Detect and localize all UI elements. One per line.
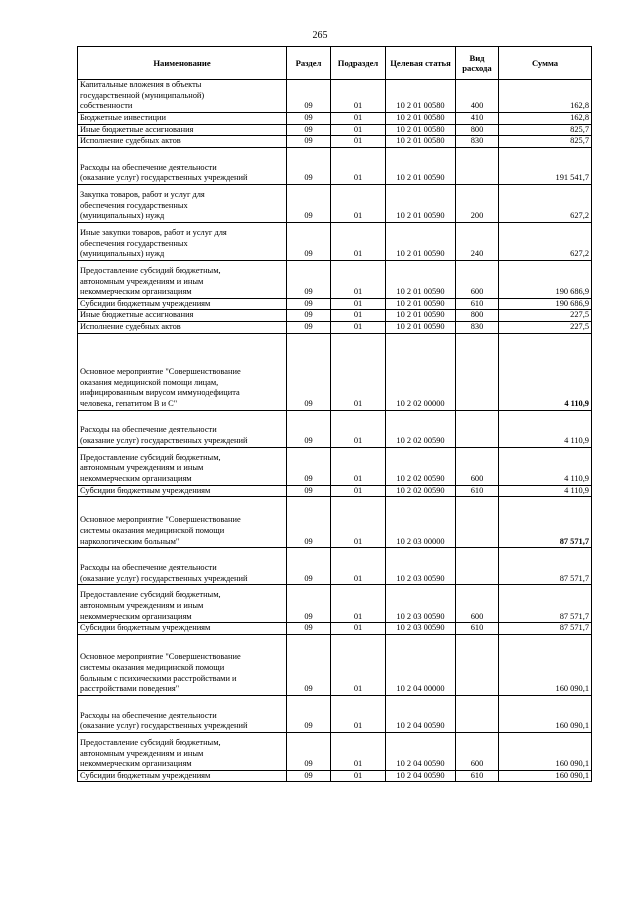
row-section: 09 bbox=[287, 184, 331, 222]
row-type: 600 bbox=[456, 260, 499, 298]
row-section: 09 bbox=[287, 136, 331, 148]
row-type: 800 bbox=[456, 310, 499, 322]
row-target: 10 2 02 00000 bbox=[386, 333, 456, 410]
row-sum: 87 571,7 bbox=[499, 585, 592, 623]
table-row bbox=[78, 585, 592, 623]
row-subsection: 01 bbox=[331, 497, 386, 548]
header-section: Раздел bbox=[287, 47, 331, 80]
row-sum: 4 110,9 bbox=[499, 485, 592, 497]
row-target: 10 2 01 00590 bbox=[386, 147, 456, 184]
row-sum: 190 686,9 bbox=[499, 260, 592, 298]
row-name: Иные закупки товаров, работ и услуг для обеспечения государственных (муниципальных) нужд bbox=[78, 222, 287, 260]
page-number: 265 bbox=[312, 30, 328, 41]
row-target: 10 2 03 00590 bbox=[386, 585, 456, 623]
row-name: Субсидии бюджетным учреждениям bbox=[78, 770, 287, 782]
row-section: 09 bbox=[287, 585, 331, 623]
row-name: Предоставление субсидий бюджетным, автономным учреждениям и иным некоммерческим организациям bbox=[78, 732, 287, 770]
row-section: 09 bbox=[287, 333, 331, 410]
table-header-row bbox=[78, 47, 592, 80]
row-subsection: 01 bbox=[331, 732, 386, 770]
row-type bbox=[456, 410, 499, 447]
row-type: 830 bbox=[456, 321, 499, 333]
table-row bbox=[78, 695, 592, 732]
table-row bbox=[78, 80, 592, 113]
row-section: 09 bbox=[287, 623, 331, 635]
row-type: 410 bbox=[456, 113, 499, 125]
row-name: Расходы на обеспечение деятельности (оказание услуг) государственных учреждений bbox=[78, 410, 287, 447]
row-target: 10 2 04 00590 bbox=[386, 695, 456, 732]
row-name: Расходы на обеспечение деятельности (оказание услуг) государственных учреждений bbox=[78, 548, 287, 585]
row-name: Расходы на обеспечение деятельности (оказание услуг) государственных учреждений bbox=[78, 147, 287, 184]
row-section: 09 bbox=[287, 548, 331, 585]
row-sum: 627,2 bbox=[499, 222, 592, 260]
row-section: 09 bbox=[287, 80, 331, 113]
row-sum: 87 571,7 bbox=[499, 548, 592, 585]
row-subsection: 01 bbox=[331, 147, 386, 184]
row-name: Предоставление субсидий бюджетным, автономным учреждениям и иным некоммерческим организациям bbox=[78, 447, 287, 485]
table-row bbox=[78, 447, 592, 485]
row-type: 600 bbox=[456, 447, 499, 485]
row-type bbox=[456, 333, 499, 410]
row-sum: 162,8 bbox=[499, 113, 592, 125]
row-section: 09 bbox=[287, 298, 331, 310]
row-name: Исполнение судебных актов bbox=[78, 136, 287, 148]
row-target: 10 2 02 00590 bbox=[386, 410, 456, 447]
table-row bbox=[78, 147, 592, 184]
row-sum: 4 110,9 bbox=[499, 333, 592, 410]
table-row bbox=[78, 184, 592, 222]
row-sum: 627,2 bbox=[499, 184, 592, 222]
row-name: Иные бюджетные ассигнования bbox=[78, 310, 287, 322]
row-name: Закупка товаров, работ и услуг для обеспечения государственных (муниципальных) нужд bbox=[78, 184, 287, 222]
table-row bbox=[78, 770, 592, 782]
row-target: 10 2 01 00590 bbox=[386, 310, 456, 322]
row-sum: 87 571,7 bbox=[499, 497, 592, 548]
row-subsection: 01 bbox=[331, 136, 386, 148]
row-type bbox=[456, 147, 499, 184]
row-type: 600 bbox=[456, 732, 499, 770]
row-type bbox=[456, 695, 499, 732]
header-target: Целевая статья bbox=[386, 47, 456, 80]
row-target: 10 2 01 00590 bbox=[386, 184, 456, 222]
row-target: 10 2 01 00590 bbox=[386, 260, 456, 298]
row-section: 09 bbox=[287, 113, 331, 125]
row-target: 10 2 04 00590 bbox=[386, 732, 456, 770]
row-subsection: 01 bbox=[331, 634, 386, 695]
row-name: Капитальные вложения в объекты государственной (муниципальной) собственности bbox=[78, 80, 287, 113]
row-target: 10 2 01 00580 bbox=[386, 136, 456, 148]
table-row bbox=[78, 333, 592, 410]
row-subsection: 01 bbox=[331, 770, 386, 782]
row-name: Субсидии бюджетным учреждениям bbox=[78, 623, 287, 635]
table-row bbox=[78, 548, 592, 585]
row-target: 10 2 01 00590 bbox=[386, 222, 456, 260]
row-subsection: 01 bbox=[331, 548, 386, 585]
row-type: 610 bbox=[456, 770, 499, 782]
row-section: 09 bbox=[287, 222, 331, 260]
table-row bbox=[78, 634, 592, 695]
row-section: 09 bbox=[287, 497, 331, 548]
table-row bbox=[78, 623, 592, 635]
row-name: Предоставление субсидий бюджетным, автономным учреждениям и иным некоммерческим организациям bbox=[78, 585, 287, 623]
table-row bbox=[78, 310, 592, 322]
header-name: Наименование bbox=[78, 47, 287, 80]
row-target: 10 2 04 00000 bbox=[386, 634, 456, 695]
row-target: 10 2 03 00590 bbox=[386, 623, 456, 635]
row-name: Основное мероприятие "Совершенствование системы оказания медицинской помощи больным с психическими расстройствами и расстройствами поведения" bbox=[78, 634, 287, 695]
row-section: 09 bbox=[287, 485, 331, 497]
row-sum: 227,5 bbox=[499, 310, 592, 322]
row-name: Основное мероприятие "Совершенствование оказания медицинской помощи лицам, инфицированным вирусом иммунодефицита человека, гепатитом В и С" bbox=[78, 333, 287, 410]
row-sum: 160 090,1 bbox=[499, 695, 592, 732]
row-type bbox=[456, 497, 499, 548]
row-subsection: 01 bbox=[331, 80, 386, 113]
row-section: 09 bbox=[287, 310, 331, 322]
row-section: 09 bbox=[287, 447, 331, 485]
row-type: 600 bbox=[456, 585, 499, 623]
row-subsection: 01 bbox=[331, 623, 386, 635]
row-section: 09 bbox=[287, 321, 331, 333]
row-type: 610 bbox=[456, 298, 499, 310]
row-subsection: 01 bbox=[331, 222, 386, 260]
row-subsection: 01 bbox=[331, 485, 386, 497]
table-row bbox=[78, 124, 592, 136]
row-sum: 160 090,1 bbox=[499, 770, 592, 782]
table-row bbox=[78, 732, 592, 770]
row-name: Субсидии бюджетным учреждениям bbox=[78, 298, 287, 310]
row-section: 09 bbox=[287, 695, 331, 732]
row-name: Исполнение судебных актов bbox=[78, 321, 287, 333]
row-sum: 4 110,9 bbox=[499, 447, 592, 485]
row-subsection: 01 bbox=[331, 695, 386, 732]
row-sum: 4 110,9 bbox=[499, 410, 592, 447]
row-sum: 825,7 bbox=[499, 136, 592, 148]
row-type: 610 bbox=[456, 485, 499, 497]
row-type: 240 bbox=[456, 222, 499, 260]
table-row bbox=[78, 497, 592, 548]
table-row bbox=[78, 113, 592, 125]
row-type: 830 bbox=[456, 136, 499, 148]
row-sum: 160 090,1 bbox=[499, 634, 592, 695]
row-subsection: 01 bbox=[331, 184, 386, 222]
table-row bbox=[78, 136, 592, 148]
row-subsection: 01 bbox=[331, 260, 386, 298]
row-target: 10 2 04 00590 bbox=[386, 770, 456, 782]
row-subsection: 01 bbox=[331, 333, 386, 410]
row-type: 800 bbox=[456, 124, 499, 136]
row-type: 400 bbox=[456, 80, 499, 113]
row-section: 09 bbox=[287, 410, 331, 447]
table-row bbox=[78, 298, 592, 310]
header-subsection: Подраздел bbox=[331, 47, 386, 80]
header-sum: Сумма bbox=[499, 47, 592, 80]
row-subsection: 01 bbox=[331, 124, 386, 136]
row-target: 10 2 03 00000 bbox=[386, 497, 456, 548]
row-section: 09 bbox=[287, 147, 331, 184]
header-type: Вид расхода bbox=[456, 47, 499, 80]
table-row bbox=[78, 321, 592, 333]
row-sum: 227,5 bbox=[499, 321, 592, 333]
row-name: Иные бюджетные ассигнования bbox=[78, 124, 287, 136]
row-target: 10 2 01 00580 bbox=[386, 80, 456, 113]
row-subsection: 01 bbox=[331, 310, 386, 322]
row-subsection: 01 bbox=[331, 298, 386, 310]
row-target: 10 2 01 00590 bbox=[386, 321, 456, 333]
row-section: 09 bbox=[287, 260, 331, 298]
row-type bbox=[456, 548, 499, 585]
row-sum: 160 090,1 bbox=[499, 732, 592, 770]
row-target: 10 2 02 00590 bbox=[386, 447, 456, 485]
row-name: Субсидии бюджетным учреждениям bbox=[78, 485, 287, 497]
row-subsection: 01 bbox=[331, 113, 386, 125]
row-target: 10 2 01 00580 bbox=[386, 113, 456, 125]
row-name: Расходы на обеспечение деятельности (оказание услуг) государственных учреждений bbox=[78, 695, 287, 732]
row-target: 10 2 01 00580 bbox=[386, 124, 456, 136]
row-section: 09 bbox=[287, 634, 331, 695]
row-sum: 825,7 bbox=[499, 124, 592, 136]
table-row bbox=[78, 260, 592, 298]
row-subsection: 01 bbox=[331, 410, 386, 447]
row-subsection: 01 bbox=[331, 321, 386, 333]
row-sum: 87 571,7 bbox=[499, 623, 592, 635]
row-type: 610 bbox=[456, 623, 499, 635]
row-section: 09 bbox=[287, 732, 331, 770]
row-target: 10 2 02 00590 bbox=[386, 485, 456, 497]
row-section: 09 bbox=[287, 770, 331, 782]
row-subsection: 01 bbox=[331, 585, 386, 623]
row-subsection: 01 bbox=[331, 447, 386, 485]
row-section: 09 bbox=[287, 124, 331, 136]
row-target: 10 2 01 00590 bbox=[386, 298, 456, 310]
row-target: 10 2 03 00590 bbox=[386, 548, 456, 585]
budget-table bbox=[77, 46, 592, 782]
row-sum: 190 686,9 bbox=[499, 298, 592, 310]
row-name: Основное мероприятие "Совершенствование системы оказания медицинской помощи наркологическим больным" bbox=[78, 497, 287, 548]
row-name: Предоставление субсидий бюджетным, автономным учреждениям и иным некоммерческим организациям bbox=[78, 260, 287, 298]
row-type: 200 bbox=[456, 184, 499, 222]
row-sum: 162,8 bbox=[499, 80, 592, 113]
row-name: Бюджетные инвестиции bbox=[78, 113, 287, 125]
table-row bbox=[78, 410, 592, 447]
table-row bbox=[78, 222, 592, 260]
row-sum: 191 541,7 bbox=[499, 147, 592, 184]
row-type bbox=[456, 634, 499, 695]
table-row bbox=[78, 485, 592, 497]
